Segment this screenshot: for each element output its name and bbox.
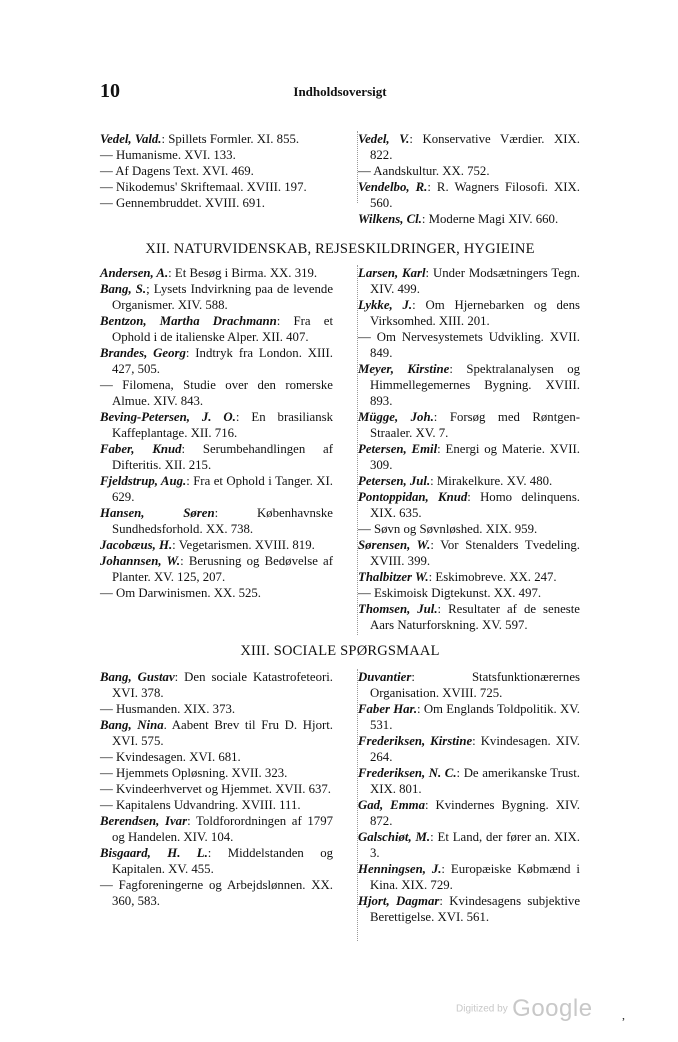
entry-author: Hansen, Søren xyxy=(100,506,215,520)
index-entry xyxy=(100,781,333,797)
index-entry xyxy=(358,521,580,537)
index-entry xyxy=(100,409,333,441)
entry-title: : Om Hjernebarken og dens Virksomhed. XIII. 201. xyxy=(370,298,580,328)
index-entry xyxy=(358,765,580,797)
entry-author: Gad, Emma xyxy=(358,798,426,812)
entry-author: Galschiøt, M. xyxy=(358,830,431,844)
entry-author: Berendsen, Ivar xyxy=(100,814,188,828)
index-entry xyxy=(100,813,333,845)
entry-title: : Kvindesagens subjektive Berettigelse. XVI. 561. xyxy=(370,894,580,924)
entry-author: Hjort, Dagmar xyxy=(358,894,440,908)
entry-author: Vedel, V. xyxy=(358,132,410,146)
running-title: Indholdsoversigt xyxy=(293,84,387,99)
entry-title: — Humanisme. XVI. 133. xyxy=(100,148,236,162)
entry-title: : Under Modsætningers Tegn. XIV. 499. xyxy=(370,266,581,296)
index-entry xyxy=(358,569,580,585)
entry-title: — Om Darwinismen. XX. 525. xyxy=(100,586,262,600)
entry-title: : Forsøg med Røntgen-Straaler. XV. 7. xyxy=(370,410,581,440)
entry-title: : Vor Stenalders Tvedeling. XVIII. 399. xyxy=(370,538,581,568)
index-entry xyxy=(358,441,580,473)
index-entry xyxy=(358,473,580,489)
google-logo: Google xyxy=(512,995,593,1022)
index-entry xyxy=(100,313,333,345)
entry-author: Duvantier xyxy=(358,670,412,684)
index-entry xyxy=(100,345,333,377)
entry-title: : Europæiske Købmænd i Kina. XIX. 729. xyxy=(370,862,580,892)
entry-title: : Spillets Formler. XI. 855. xyxy=(161,132,300,146)
entry-title: : Fra et Ophold i de italienske Alper. XII. 407. xyxy=(112,314,333,344)
entry-author: Petersen, Emil xyxy=(358,442,438,456)
index-entry xyxy=(358,163,580,179)
entry-title: — Filomena, Studie over den romerske Almue. XIV. 843. xyxy=(100,378,333,408)
index-entry xyxy=(100,441,333,473)
entry-title: — Gennembruddet. XVIII. 691. xyxy=(100,196,265,210)
entry-title: : Et Land, der fører an. XIX. 3. xyxy=(370,830,580,860)
entry-author: Bisgaard, H. L. xyxy=(100,846,208,860)
entry-title: — Eskimoisk Digtekunst. XX. 497. xyxy=(358,586,542,600)
entry-title: : Energi og Materie. XVII. 309. xyxy=(370,442,580,472)
index-entry xyxy=(100,749,333,765)
entry-title: . Aabent Brev til Fru D. Hjort. XVI. 575. xyxy=(112,718,333,748)
entry-author: Fjeldstrup, Aug. xyxy=(100,474,187,488)
entry-author: Larsen, Karl xyxy=(358,266,426,280)
index-entry xyxy=(100,717,333,749)
scan-mark: , xyxy=(622,1008,625,1022)
index-entry xyxy=(100,797,333,813)
entry-author: Andersen, A. xyxy=(100,266,169,280)
entry-author: Mügge, Joh. xyxy=(358,410,434,424)
index-entry xyxy=(358,861,580,893)
entry-author: Johannsen, W. xyxy=(100,554,181,568)
entry-author: Vedel, Vald. xyxy=(100,132,162,146)
index-entry xyxy=(100,131,333,147)
column-divider xyxy=(357,131,358,203)
entry-author: Sørensen, W. xyxy=(358,538,431,552)
entry-title: — Kvindesagen. XVI. 681. xyxy=(100,750,241,764)
index-entry xyxy=(358,361,580,409)
entry-author: Frederiksen, N. C. xyxy=(358,766,457,780)
entry-title: — Af Dagens Text. XVI. 469. xyxy=(100,164,254,178)
index-entry xyxy=(358,537,580,569)
entry-title: : Moderne Magi XIV. 660. xyxy=(421,212,559,226)
column-divider xyxy=(357,265,358,635)
entry-title: — Aandskultur. XX. 752. xyxy=(358,164,490,178)
entry-title: : Vegetarismen. XVIII. 819. xyxy=(172,538,315,552)
index-entry xyxy=(100,845,333,877)
entry-title: — Kapitalens Udvandring. XVIII. 111. xyxy=(100,798,301,812)
index-entry xyxy=(100,281,333,313)
entry-author: Faber, Knud xyxy=(100,442,182,456)
entry-title: : En brasiliansk Kaffeplantage. XII. 716. xyxy=(112,410,333,440)
index-entry xyxy=(100,473,333,505)
section-heading-13: XIII. SOCIALE SPØRGSMAAL xyxy=(240,643,440,659)
entry-title: : Middelstanden og Kapitalen. XV. 455. xyxy=(112,846,333,876)
index-entry xyxy=(100,377,333,409)
index-entry xyxy=(100,537,333,553)
index-entry xyxy=(358,733,580,765)
entry-author: Petersen, Jul. xyxy=(358,474,431,488)
index-entry xyxy=(358,701,580,733)
column-divider xyxy=(357,669,358,941)
index-entry xyxy=(358,797,580,829)
index-entry xyxy=(100,765,333,781)
entry-title: : Berusning og Bedøvelse af Planter. XV. 125, 207. xyxy=(112,554,333,584)
entry-author: Lykke, J. xyxy=(358,298,413,312)
entry-title: : Konservative Værdier. XIX. 822. xyxy=(370,132,580,162)
entry-title: : Et Besøg i Birma. XX. 319. xyxy=(168,266,318,280)
entry-title: : Eskimobreve. XX. 247. xyxy=(428,570,557,584)
index-entry xyxy=(358,211,580,227)
entry-title: : Toldforordningen af 1797 og Handelen. XIV. 104. xyxy=(112,814,334,844)
entry-title: — Om Nervesystemets Udvikling. XVII. 849. xyxy=(358,330,580,360)
index-entry xyxy=(100,163,333,179)
entry-title: : Københavnske Sundhedsforhold. XX. 738. xyxy=(112,506,333,536)
index-entry xyxy=(358,179,580,211)
entry-title: : De amerikanske Trust. XIX. 801. xyxy=(370,766,580,796)
entry-author: Bang, Nina xyxy=(100,718,164,732)
entry-author: Bang, S. xyxy=(100,282,147,296)
watermark-prefix: Digitized by xyxy=(456,1003,508,1015)
entry-title: : Mirakelkure. XV. 480. xyxy=(430,474,553,488)
entry-author: Frederiksen, Kirstine xyxy=(358,734,473,748)
index-entry xyxy=(358,265,580,297)
entry-title: — Søvn og Søvnløshed. XIX. 959. xyxy=(358,522,538,536)
entry-title: — Fagforeningerne og Arbejdslønnen. XX. 360, 583. xyxy=(100,878,333,908)
entry-title: : Kvindesagen. XIV. 264. xyxy=(370,734,580,764)
entry-title: : Statsfunktionærernes Organisation. XVIII. 725. xyxy=(370,670,580,700)
entry-title: : R. Wagners Filosofi. XIX. 560. xyxy=(370,180,580,210)
index-entry xyxy=(100,147,333,163)
entry-author: Thomsen, Jul. xyxy=(358,602,438,616)
index-entry xyxy=(100,669,333,701)
column-right xyxy=(358,265,580,633)
index-entry xyxy=(358,489,580,521)
index-entry xyxy=(100,505,333,537)
entry-author: Brandes, Georg xyxy=(100,346,186,360)
page-header xyxy=(100,80,580,102)
index-entry xyxy=(100,877,333,909)
entry-author: Bang, Gustav xyxy=(100,670,175,684)
entry-title: : Den sociale Katastrofeteori. XVI. 378. xyxy=(112,670,333,700)
entry-title: — Kvindeerhvervet og Hjemmet. XVII. 637. xyxy=(100,782,331,796)
column-right xyxy=(358,669,580,925)
index-entry xyxy=(358,601,580,633)
entry-author: Jacobæus, H. xyxy=(100,538,173,552)
digitized-watermark xyxy=(456,995,593,1023)
entry-author: Meyer, Kirstine xyxy=(358,362,450,376)
entry-title: : Indtryk fra London. XIII. 427, 505. xyxy=(112,346,333,376)
entry-author: Wilkens, Cl. xyxy=(358,212,422,226)
entry-title: ; Lysets Indvirkning paa de levende Organismer. XIV. 588. xyxy=(112,282,333,312)
entry-author: Beving-Petersen, J. O. xyxy=(100,410,236,424)
entry-title: : Spektralanalysen og Himmellegemernes Bygning. XVIII. 893. xyxy=(370,362,580,408)
index-entry xyxy=(100,179,333,195)
entry-title: — Husmanden. XIX. 373. xyxy=(100,702,236,716)
index-entry xyxy=(358,669,580,701)
column-left xyxy=(100,669,333,909)
index-entry xyxy=(358,893,580,925)
section-heading-12: XII. NATURVIDENSKAB, REJSESKILDRINGER, HYGIEINE xyxy=(145,241,535,257)
entry-author: Faber Har. xyxy=(358,702,418,716)
column-left xyxy=(100,265,333,601)
entry-author: Pontoppidan, Knud xyxy=(358,490,468,504)
index-entry xyxy=(358,329,580,361)
index-entry xyxy=(358,409,580,441)
entry-author: Thalbitzer W. xyxy=(358,570,429,584)
index-entry xyxy=(100,701,333,717)
entry-title: : Kvindernes Bygning. XIV. 872. xyxy=(370,798,580,828)
entry-author: Bentzon, Martha Drachmann xyxy=(100,314,277,328)
index-entry xyxy=(358,131,580,163)
column-right xyxy=(358,131,580,227)
index-entry xyxy=(358,585,580,601)
entry-title: : Fra et Ophold i Tanger. XI. 629. xyxy=(112,474,333,504)
page-number: 10 xyxy=(100,80,120,102)
entry-title: — Hjemmets Opløsning. XVII. 323. xyxy=(100,766,288,780)
index-entry xyxy=(100,553,333,585)
index-entry xyxy=(100,585,333,601)
entry-author: Henningsen, J. xyxy=(358,862,442,876)
column-left xyxy=(100,131,333,211)
entry-title: : Homo delinquens. XIX. 635. xyxy=(370,490,580,520)
entry-title: : Om Englands Toldpolitik. XV. 531. xyxy=(370,702,580,732)
entry-author: Vendelbo, R. xyxy=(358,180,428,194)
index-entry xyxy=(358,297,580,329)
index-entry xyxy=(100,265,333,281)
entry-title: — Nikodemus' Skriftemaal. XVIII. 197. xyxy=(100,180,307,194)
entry-title: : Resultater af de seneste Aars Naturforskning. XV. 597. xyxy=(370,602,580,632)
entry-title: : Serumbehandlingen af Difteritis. XII. 215. xyxy=(112,442,333,472)
index-entry xyxy=(100,195,333,211)
index-entry xyxy=(358,829,580,861)
